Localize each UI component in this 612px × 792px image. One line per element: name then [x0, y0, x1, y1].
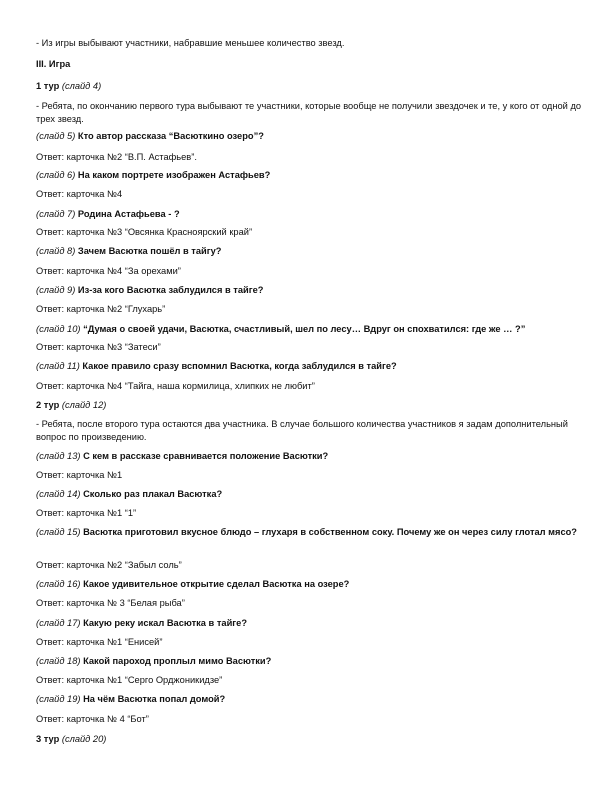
slide-ref: (слайд 4)	[59, 81, 102, 91]
slide-ref: (слайд 20)	[59, 734, 107, 744]
question-line	[36, 130, 584, 143]
answer-text: Ответ: карточка №1 “Енисей”	[36, 637, 163, 647]
slide-ref: (слайд 7)	[36, 209, 78, 219]
question-text: На каком портрете изображен Астафьев?	[77, 170, 271, 180]
answer-line	[36, 303, 584, 316]
round-heading	[36, 80, 584, 93]
question-line	[36, 450, 584, 463]
plain-text: - Ребята, после второго тура остаются два участника. В случае большого количества участников я задам дополнительный вопрос по произведению.	[36, 419, 568, 442]
round-heading	[36, 733, 584, 746]
answer-line	[36, 674, 584, 687]
round-label: 3 тур	[36, 734, 60, 744]
answer-text: Ответ: карточка №3 “Овсянка Красноярский край”	[36, 227, 253, 237]
slide-ref: (слайд 9)	[36, 285, 78, 295]
answer-line	[36, 265, 584, 278]
answer-line	[36, 226, 584, 239]
answer-text: Ответ: карточка №1 “Серго Орджоникидзе”	[36, 675, 223, 685]
answer-text: Ответ: карточка № 4 “Бот”	[36, 714, 149, 724]
answer-line	[36, 151, 584, 164]
round-heading	[36, 399, 584, 412]
question-text: Какое правило сразу вспомнил Васютка, когда заблудился в тайге?	[82, 361, 397, 371]
answer-text: Ответ: карточка №2 “Забыл соль”	[36, 560, 182, 570]
question-text: Зачем Васютка пошёл в тайгу?	[77, 246, 222, 256]
question-text: Васютка приготовил вкусное блюдо – глухаря в собственном соку. Почему же он через силу глотал мясо?	[83, 527, 577, 537]
question-text: Сколько раз плакал Васютка?	[83, 489, 223, 499]
slide-ref: (слайд 13)	[36, 451, 84, 461]
heading-text: III. Игра	[36, 59, 71, 69]
answer-text: Ответ: карточка №1 “1”	[36, 508, 137, 518]
answer-text: Ответ: карточка № 3 “Белая рыба”	[36, 598, 185, 608]
text-paragraph	[36, 100, 584, 126]
question-line	[36, 245, 584, 258]
slide-ref: (слайд 6)	[36, 170, 78, 180]
answer-text: Ответ: карточка №1	[36, 470, 123, 480]
answer-line	[36, 507, 584, 520]
slide-ref: (слайд 12)	[59, 400, 107, 410]
slide-ref: (слайд 16)	[36, 579, 84, 589]
question-line	[36, 169, 584, 182]
answer-text: Ответ: карточка №4 “Тайга, наша кормилица, хлипких не любит”	[36, 381, 315, 391]
question-text: Кто автор рассказа “Васюткино озеро”?	[77, 131, 264, 141]
answer-line	[36, 380, 584, 393]
round-label: 2 тур	[36, 400, 60, 410]
slide-ref: (слайд 15)	[36, 527, 84, 537]
question-line	[36, 323, 584, 336]
answer-text: Ответ: карточка №4	[36, 189, 123, 199]
plain-text: - Ребята, по окончанию первого тура выбывают те участники, которые вообще не получили звездочек и те, у кого от одной до трех звезд.	[36, 101, 582, 124]
question-line	[36, 488, 584, 501]
answer-text: Ответ: карточка №4 “За орехами”	[36, 266, 181, 276]
question-line	[36, 655, 584, 668]
slide-ref: (слайд 11)	[36, 361, 83, 371]
question-line	[36, 208, 584, 221]
question-text: На чём Васютка попал домой?	[83, 694, 226, 704]
answer-line	[36, 636, 584, 649]
slide-ref: (слайд 17)	[36, 618, 84, 628]
answer-line	[36, 341, 584, 354]
slide-ref: (слайд 18)	[36, 656, 84, 666]
question-line	[36, 617, 584, 630]
section-heading	[36, 58, 584, 71]
text-line	[36, 37, 584, 50]
question-text: Какой пароход проплыл мимо Васютки?	[83, 656, 272, 666]
question-text: Родина Астафьева - ?	[77, 209, 180, 219]
answer-line	[36, 188, 584, 201]
answer-line	[36, 559, 584, 572]
answer-text: Ответ: карточка №3 “Затеси”	[36, 342, 161, 352]
question-text: С кем в рассказе сравнивается положение Васютки?	[83, 451, 329, 461]
question-line	[36, 360, 584, 373]
slide-ref: (слайд 8)	[36, 246, 78, 256]
question-text: Какое удивительное открытие сделал Васютка на озере?	[83, 579, 350, 589]
slide-ref: (слайд 19)	[36, 694, 84, 704]
question-line	[36, 578, 584, 591]
question-text: “Думая о своей удачи, Васютка, счастливый, шел по лесу… Вдруг он спохватился: где же … ?”	[83, 324, 526, 334]
answer-line	[36, 597, 584, 610]
answer-line	[36, 713, 584, 726]
slide-ref: (слайд 5)	[36, 131, 78, 141]
question-line	[36, 284, 584, 297]
answer-text: Ответ: карточка №2 “В.П. Астафьев”.	[36, 152, 197, 162]
slide-ref: (слайд 10)	[36, 324, 84, 334]
answer-text: Ответ: карточка №2 “Глухарь”	[36, 304, 166, 314]
question-line	[36, 526, 584, 539]
plain-text: - Из игры выбывают участники, набравшие меньшее количество звезд.	[36, 38, 345, 48]
question-text: Из-за кого Васютка заблудился в тайге?	[77, 285, 264, 295]
question-line	[36, 693, 584, 706]
text-paragraph	[36, 418, 584, 444]
answer-line	[36, 469, 584, 482]
question-text: Какую реку искал Васютка в тайге?	[83, 618, 248, 628]
slide-ref: (слайд 14)	[36, 489, 84, 499]
round-label: 1 тур	[36, 81, 60, 91]
